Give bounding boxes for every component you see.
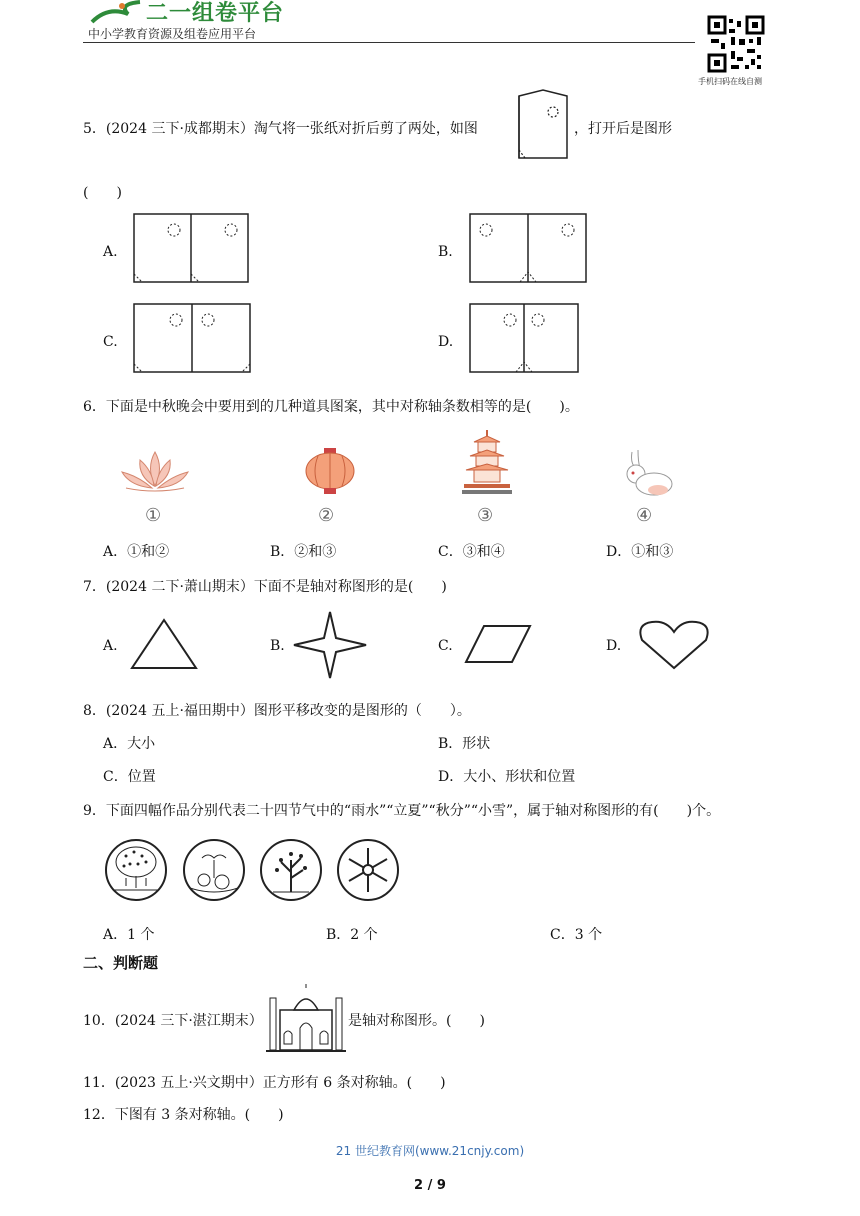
- folded-paper-figure: [513, 88, 571, 160]
- q12-text: 12．下图有 3 条对称轴。( ): [83, 1107, 284, 1123]
- q9-option-a[interactable]: A．1 个: [103, 927, 155, 943]
- q5-option-c[interactable]: C.: [103, 334, 118, 350]
- q5-option-d[interactable]: D.: [438, 334, 454, 350]
- lantern-icon: [302, 446, 358, 496]
- q9-option-c[interactable]: C．3 个: [550, 927, 603, 943]
- q6-option-c[interactable]: C．③和④: [438, 544, 505, 560]
- q9-option-b[interactable]: B．2 个: [326, 927, 378, 943]
- four-point-star-figure: [292, 610, 368, 680]
- q8-option-d[interactable]: D．大小、形状和位置: [438, 769, 576, 785]
- page-number: 2 / 9: [414, 1178, 446, 1193]
- q10-text-before: 10．(2024 三下·湛江期末）: [83, 1013, 263, 1029]
- q7-option-d[interactable]: D.: [606, 638, 622, 654]
- pagoda-icon: [460, 428, 514, 498]
- q6-option-b[interactable]: B．②和③: [270, 544, 337, 560]
- q5-option-d-figure: [468, 302, 580, 374]
- q8-option-c[interactable]: C．位置: [103, 769, 156, 785]
- q6-option-a[interactable]: A．①和②: [103, 544, 170, 560]
- taj-mahal-icon: [264, 984, 348, 1054]
- q6-text: 6．下面是中秋晚会中要用到的几种道具图案，其中对称轴条数相等的是( )。: [83, 399, 579, 415]
- q9-text: 9．下面四幅作品分别代表二十四节气中的“雨水”“立夏”“秋分”“小雪”，属于轴对称图形的有( )个。: [83, 803, 721, 819]
- q5-text-after: ，打开后是图形: [574, 121, 672, 137]
- footer-link[interactable]: 21 世纪教育网(www.21cnjy.com): [335, 1144, 525, 1158]
- figure-label-3: ③: [477, 505, 494, 526]
- header-subtitle: 中小学教育资源及组卷应用平台: [88, 27, 257, 41]
- summer-start-artwork-icon: [182, 838, 246, 902]
- figure-label-4: ④: [636, 505, 653, 526]
- section-title: 二、判断题: [83, 954, 159, 972]
- figure-label-1: ①: [145, 505, 162, 526]
- q7-option-a[interactable]: A.: [103, 638, 118, 654]
- q8-option-b[interactable]: B．形状: [438, 736, 491, 752]
- q11-text: 11．(2023 五上·兴文期中）正方形有 6 条对称轴。( ): [83, 1075, 446, 1091]
- rabbit-icon: [618, 448, 674, 498]
- logo-text: 二一组卷平台: [146, 1, 285, 26]
- q5-paren: ( ): [83, 185, 122, 201]
- q7-option-b[interactable]: B.: [270, 638, 285, 654]
- q7-option-c[interactable]: C.: [438, 638, 453, 654]
- triangle-figure: [128, 614, 200, 672]
- qr-caption: 手机扫码在线自测: [698, 77, 762, 86]
- q5-option-a-figure: [132, 212, 250, 284]
- q5-option-a[interactable]: A.: [103, 244, 118, 260]
- lotus-icon: [116, 448, 194, 494]
- q5-option-c-figure: [132, 302, 252, 374]
- q5-text-before: 5．(2024 三下·成都期末）淘气将一张纸对折后剪了两处，如图: [83, 121, 478, 137]
- figure-label-2: ②: [318, 505, 335, 526]
- parallelogram-figure: [462, 622, 534, 666]
- q5-option-b-figure: [468, 212, 588, 284]
- q8-text: 8．(2024 五上·福田期中）图形平移改变的是图形的（ ）。: [83, 703, 471, 719]
- q6-option-d[interactable]: D．①和③: [606, 544, 674, 560]
- q7-text: 7．(2024 二下·萧山期末）下面不是轴对称图形的是( ): [83, 579, 447, 595]
- heart-figure: [634, 616, 714, 672]
- qr-code-icon: [707, 15, 765, 73]
- rain-water-artwork-icon: [104, 838, 168, 902]
- autumn-equinox-artwork-icon: [259, 838, 323, 902]
- light-snow-artwork-icon: [336, 838, 400, 902]
- header-rule: [83, 42, 695, 43]
- runner-logo-icon: [88, 0, 148, 26]
- q8-option-a[interactable]: A．大小: [103, 736, 156, 752]
- q10-text-after: 是轴对称图形。( ): [348, 1013, 485, 1029]
- q5-option-b[interactable]: B.: [438, 244, 453, 260]
